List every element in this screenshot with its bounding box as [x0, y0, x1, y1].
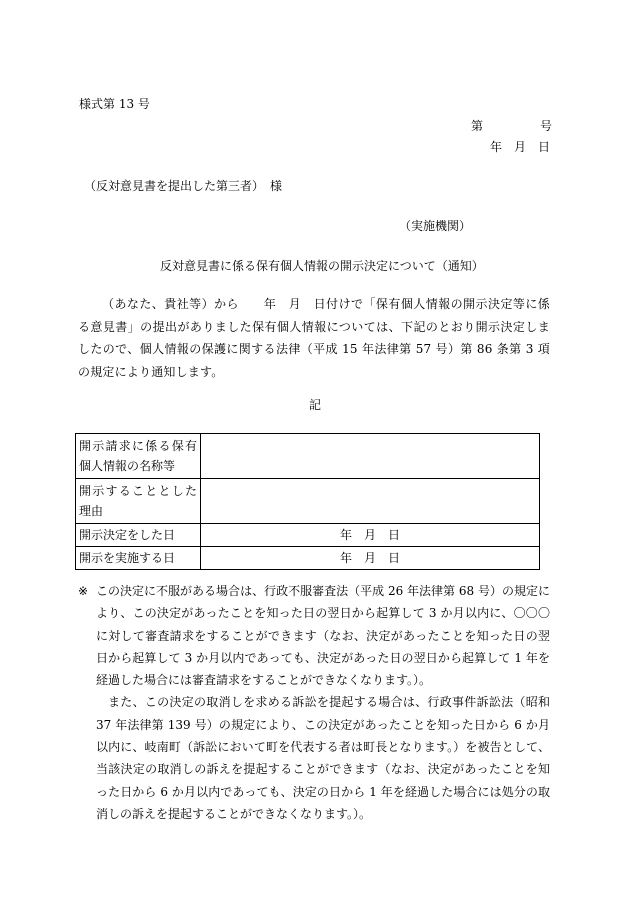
- row-label-info-name: 開示請求に係る保有個人情報の名称等: [76, 434, 201, 479]
- document-number-suffix: 号: [540, 119, 553, 133]
- row-label-disclosure-reason: 開示することとした理由: [76, 479, 201, 524]
- appeal-note-text: この決定に不服がある場合は、行政不服審査法（平成 26 年法律第 68 号）の規定により、この決定があったことを知った日の翌日から起算して 3 か月以内に、〇〇〇に対して審査請求をすることができます（なお、決定があったことを知った日の翌日から起算して 3 か月以内であっても、決定があった日の翌日から起算して 1 年を経過した場合には審査請求をすることができなくなります。）。: [96, 584, 550, 688]
- table-row: [76, 479, 540, 524]
- recipient-line: （反対意見書を提出した第三者） 様: [84, 179, 283, 193]
- disclosure-info-table: [75, 433, 540, 570]
- form-number: 様式第 13 号: [79, 97, 150, 111]
- appeal-note: [78, 580, 550, 691]
- document-number-prefix: 第: [471, 119, 484, 133]
- table-row: [76, 434, 540, 479]
- document-title: 反対意見書に係る保有個人情報の開示決定について（通知）: [160, 259, 484, 273]
- row-value-info-name: [201, 434, 540, 479]
- row-value-disclosure-reason: [201, 479, 540, 524]
- row-value-implementation-date: 年 月 日: [201, 547, 540, 570]
- row-label-implementation-date: 開示を実施する日: [76, 547, 201, 570]
- table-row: [76, 524, 540, 547]
- table-row: [76, 547, 540, 570]
- issuing-agency: （実施機関）: [399, 219, 472, 233]
- document-date: 年 月 日: [490, 140, 551, 154]
- notes-section: [78, 580, 550, 825]
- body-paragraph: （あなた、貴社等）から 年 月 日付けで「保有個人情報の開示決定等に係る意見書」の提出がありました保有個人情報については、下記のとおり開示決定しましたので、個人情報の保護に関する法律（平成 15 年法律第 57 号）第 86 条第 3 項の規定により通知します。: [78, 297, 551, 379]
- row-value-decision-date: 年 月 日: [201, 524, 540, 547]
- lawsuit-note: また、この決定の取消しを求める訴訟を提起する場合は、行政事件訴訟法（昭和 37 年法律第 139 号）の規定により、この決定があったことを知った日から 6 か月以内に、岐南町（訴訟において町を代表する者は町長となります。）を被告として、当該決定の取消しの訴えを提起することができます（なお、決定があったことを知った日から 6 か月以内であっても、決定の日から 1 年を経過した場合には処分の取消しの訴えを提起することができなくなります。）。: [96, 695, 550, 821]
- ki-heading: 記: [309, 398, 322, 412]
- row-label-decision-date: 開示決定をした日: [76, 524, 201, 547]
- note-mark: ※: [78, 584, 89, 598]
